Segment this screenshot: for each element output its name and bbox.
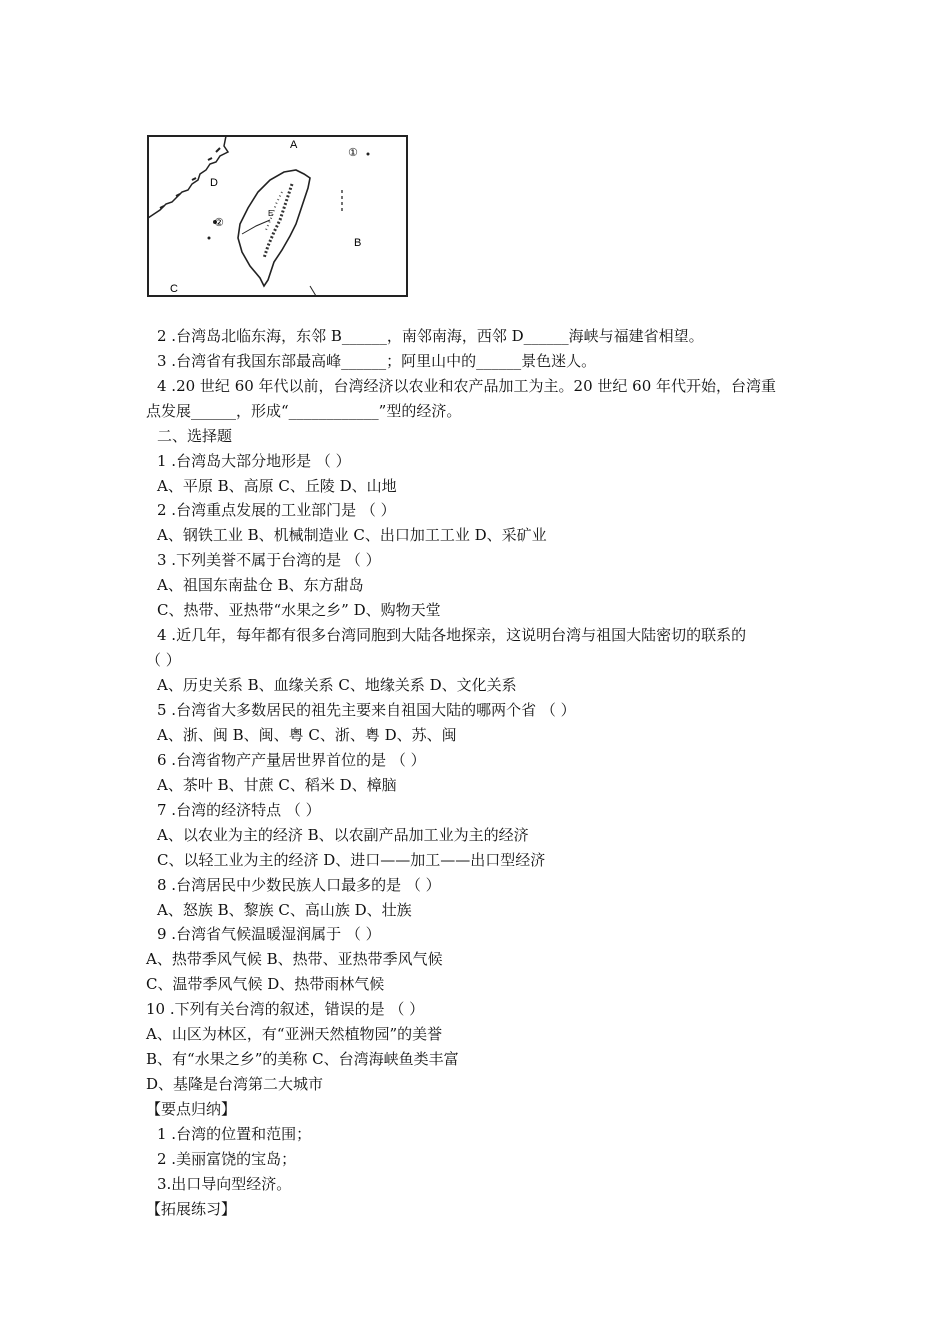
map-label-d: D: [210, 177, 218, 189]
choice-q10-options-bc: B、有“水果之乡”的美称 C、台湾海峡鱼类丰富: [146, 1050, 459, 1068]
choice-q8-options: A、怒族 B、黎族 C、高山族 D、壮族: [157, 901, 412, 919]
choice-q3-options-cd: C、热带、亚热带“水果之乡” D、购物天堂: [157, 601, 441, 619]
choice-q10: 10 .下列有关台湾的叙述，错误的是 （ ）: [146, 1000, 425, 1018]
map-label-c: C: [170, 283, 178, 295]
choice-q2-options: A、钢铁工业 B、机械制造业 C、出口加工工业 D、采矿业: [157, 526, 547, 544]
map-label-a: A: [290, 139, 298, 151]
choice-q1: 1 .台湾岛大部分地形是 （ ）: [157, 452, 351, 470]
map-label-circle1: ①: [348, 146, 358, 159]
fill-question-2: 2 .台湾岛北临东海，东邻 B______，南邻南海，西邻 D______海峡与福建省相望。: [157, 327, 704, 345]
choice-q5: 5 .台湾省大多数居民的祖先主要来自祖国大陆的哪两个省 （ ）: [157, 701, 576, 719]
summary-item-3: 3.出口导向型经济。: [157, 1175, 292, 1193]
choice-q8: 8 .台湾居民中少数民族人口最多的是 （ ）: [157, 876, 441, 894]
choice-q9-options-cd: C、温带季风气候 D、热带雨林气候: [146, 975, 385, 993]
fill-question-3: 3 .台湾省有我国东部最高峰______；阿里山中的______景色迷人。: [157, 352, 597, 370]
fill-question-4: 4 .20 世纪 60 年代以前，台湾经济以农业和农产品加工为主。20 世纪 60 年代开始，台湾重: [157, 377, 777, 395]
fill-question-4-cont: 点发展______，形成“____________”型的经济。: [146, 402, 462, 420]
section-heading-choice: 二、选择题: [157, 427, 233, 445]
choice-q3: 3 .下列美誉不属于台湾的是 （ ）: [157, 551, 381, 569]
choice-q2: 2 .台湾重点发展的工业部门是 （ ）: [157, 501, 396, 519]
choice-q5-options: A、浙、闽 B、闽、粤 C、浙、粤 D、苏、闽: [157, 726, 457, 744]
choice-q9-options-ab: A、热带季风气候 B、热带、亚热带季风气候: [146, 950, 443, 968]
choice-q10-option-d: D、基隆是台湾第二大城市: [146, 1075, 324, 1093]
taiwan-map: [146, 134, 409, 298]
choice-q4-paren: （ ）: [146, 651, 181, 669]
choice-q7-options-ab: A、以农业为主的经济 B、以农副产品加工业为主的经济: [157, 826, 529, 844]
choice-q4-options: A、历史关系 B、血缘关系 C、地缘关系 D、文化关系: [157, 676, 517, 694]
summary-title: 【要点归纳】: [146, 1100, 237, 1118]
summary-item-2: 2 .美丽富饶的宝岛；: [157, 1150, 297, 1168]
choice-q3-options-ab: A、祖国东南盐仓 B、东方甜岛: [157, 576, 364, 594]
map-label-circle2: ②: [214, 216, 224, 229]
map-label-e: E: [268, 209, 274, 218]
choice-q1-options: A、平原 B、高原 C、丘陵 D、山地: [157, 477, 397, 495]
choice-q7-options-cd: C、以轻工业为主的经济 D、进口——加工——出口型经济: [157, 851, 546, 869]
extend-title: 【拓展练习】: [146, 1200, 237, 1218]
choice-q6: 6 .台湾省物产产量居世界首位的是 （ ）: [157, 751, 426, 769]
choice-q4: 4 .近几年，每年都有很多台湾同胞到大陆各地探亲，这说明台湾与祖国大陆密切的联系的: [157, 626, 747, 644]
map-label-b: B: [354, 237, 362, 249]
choice-q10-option-a: A、山区为林区，有“亚洲天然植物园”的美誉: [146, 1025, 443, 1043]
choice-q9: 9 .台湾省气候温暖湿润属于 （ ）: [157, 925, 381, 943]
choice-q6-options: A、茶叶 B、甘蔗 C、稻米 D、樟脑: [157, 776, 397, 794]
choice-q7: 7 .台湾的经济特点 （ ）: [157, 801, 321, 819]
summary-item-1: 1 .台湾的位置和范围；: [157, 1125, 312, 1143]
